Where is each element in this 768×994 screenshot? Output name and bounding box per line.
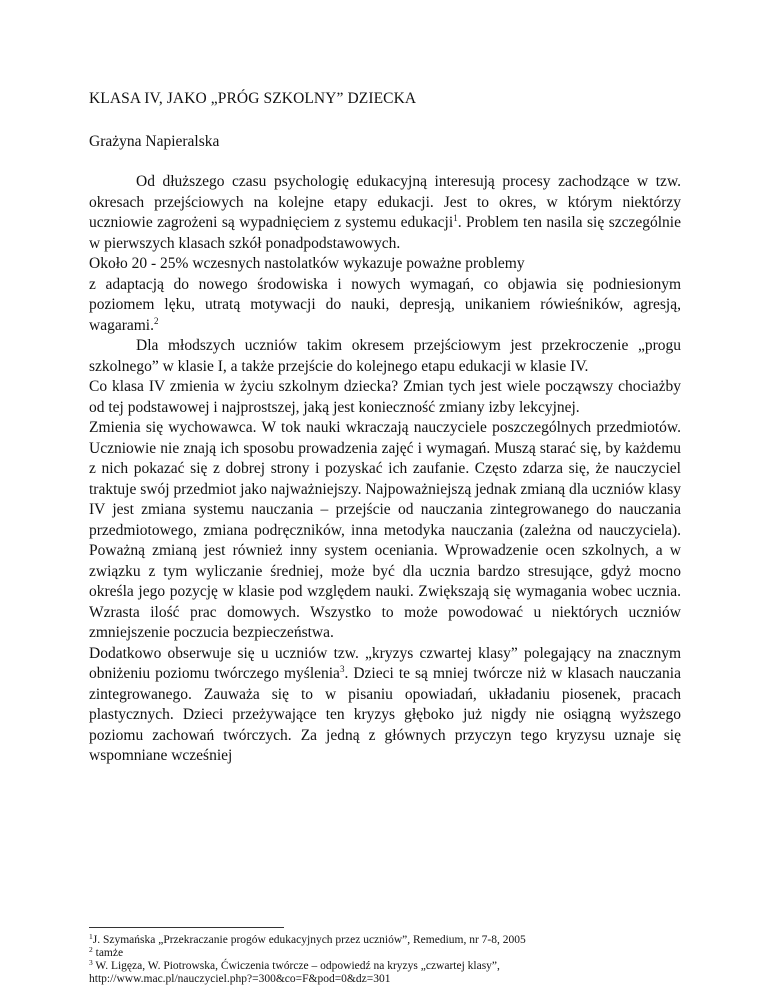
footnote-2: $^2$ tamże <box>89 945 124 959</box>
author-name: Grażyna Napieralska <box>89 133 220 150</box>
paragraph-younger-pupils: Dla młodszych uczniów takim okresem przejściowym jest przekroczenie „progu szkolnego” w klasie I, a także przejście do kolejnego etapu edukacji w klasie IV. <box>89 337 681 375</box>
paragraph-question: Co klasa IV zmienia w życiu szkolnym dziecka? Zmian tych jest wiele począwszy chociażby od tej podstawowej i najprostszej, jaką jest konieczność zmiany izby lekcyjnej. <box>89 378 681 416</box>
footnote-1: $^1$J. Szymańska „Przekraczanie progów edukacyjnych przez uczniów”, Remedium, nr 7-8, 2005 <box>89 932 526 946</box>
paragraph-crisis: Dodatkowo obserwuje się u uczniów tzw. „kryzys czwartej klasy” polegający na znacznym obniżeniu poziomu twórczego myślenia$^3$. Dzieci te są mniej twórcze niż w klasach nauczania zintegrowanego. Zauważa się to w pisaniu opowiadań, układaniu piosenek, pracach plastycznych. Dzieci przeżywające ten kryzys głęboko już nigdy nie osiągną wyższego poziomu zachowań twórczych. Za jedną z głównych przyczyn tego kryzysu uznaje się wspomniane wcześniej <box>89 644 681 764</box>
footnote-ref-2[interactable]: 2 <box>153 315 159 326</box>
footnote-3: $^3$ W. Ligęza, W. Piotrowska, Ćwiczenia twórcze – odpowiedź na kryzys „czwartej klasy”, <box>89 958 500 972</box>
document-title: KLASA IV, JAKO „PRÓG SZKOLNY” DZIECKA <box>89 90 417 107</box>
paragraph-adaptation: z adaptacją do nowego środowiska i nowych wymagań, co objawia się podniesionym poziomem lęku, utratą motywacji do nauki, depresją, unikaniem rówieśników, agresją, wagarami.$^2$ <box>89 275 681 334</box>
footnote-3-url[interactable]: http://www.mac.pl/nauczyciel.php?=300&co=F&pod=0&dz=301 <box>89 973 391 985</box>
footnote-ref-1[interactable]: 1 <box>453 213 458 223</box>
paragraph-intro: Od dłuższego czasu psychologię edukacyjną interesują procesy zachodzące w tzw. okresach przejściowych na kolejne etapy edukacji. Jest to okres, w którym niektórzy uczniowie zagrożeni są wypadnięciem z systemu edukacji$^1$. Problem ten nasila się szczególnie w pierwszych klasach szkół ponadpodstawowych. <box>89 173 681 252</box>
paragraph-statistic: Około 20 - 25% wczesnych nastolatków wykazuje poważne problemy <box>89 255 525 272</box>
body-text <box>89 172 681 767</box>
paragraph-changes: Zmienia się wychowawca. W tok nauki wkraczają nauczyciele poszczególnych przedmiotów. Uczniowie nie znają ich sposobu prowadzenia zajęć i wymagań. Muszą starać się, by każdemu z nich pokazać się z dobrej strony i pozyskać ich zaufanie. Często zdarza się, że nauczyciel traktuje swój przedmiot jako najważniejszy. Najpoważniejszą jednak zmianą dla uczniów klasy IV jest zmiana systemu nauczania – przejście od nauczania zintegrowanego do nauczania przedmiotowego, zmiana podręczników, inna metodyka nauczania (zależna od nauczyciela). Poważną zmianą jest również inny system oceniania. Wprowadzenie ocen szkolnych, a w związku z tym wyliczanie średniej, może być dla ucznia bardzo stresujące, gdyż mocno określa jego pozycję w klasie pod względem nauki. Zwiększają się wymagania wobec ucznia. Wzrasta ilość prac domowych. Wszystko to może powodować u niektórych uczniów zmniejszenie poczucia bezpieczeństwa. <box>89 419 681 641</box>
footnote-ref-3[interactable]: 3 <box>339 664 345 674</box>
footnotes <box>89 934 689 986</box>
footnote-divider <box>89 927 284 928</box>
